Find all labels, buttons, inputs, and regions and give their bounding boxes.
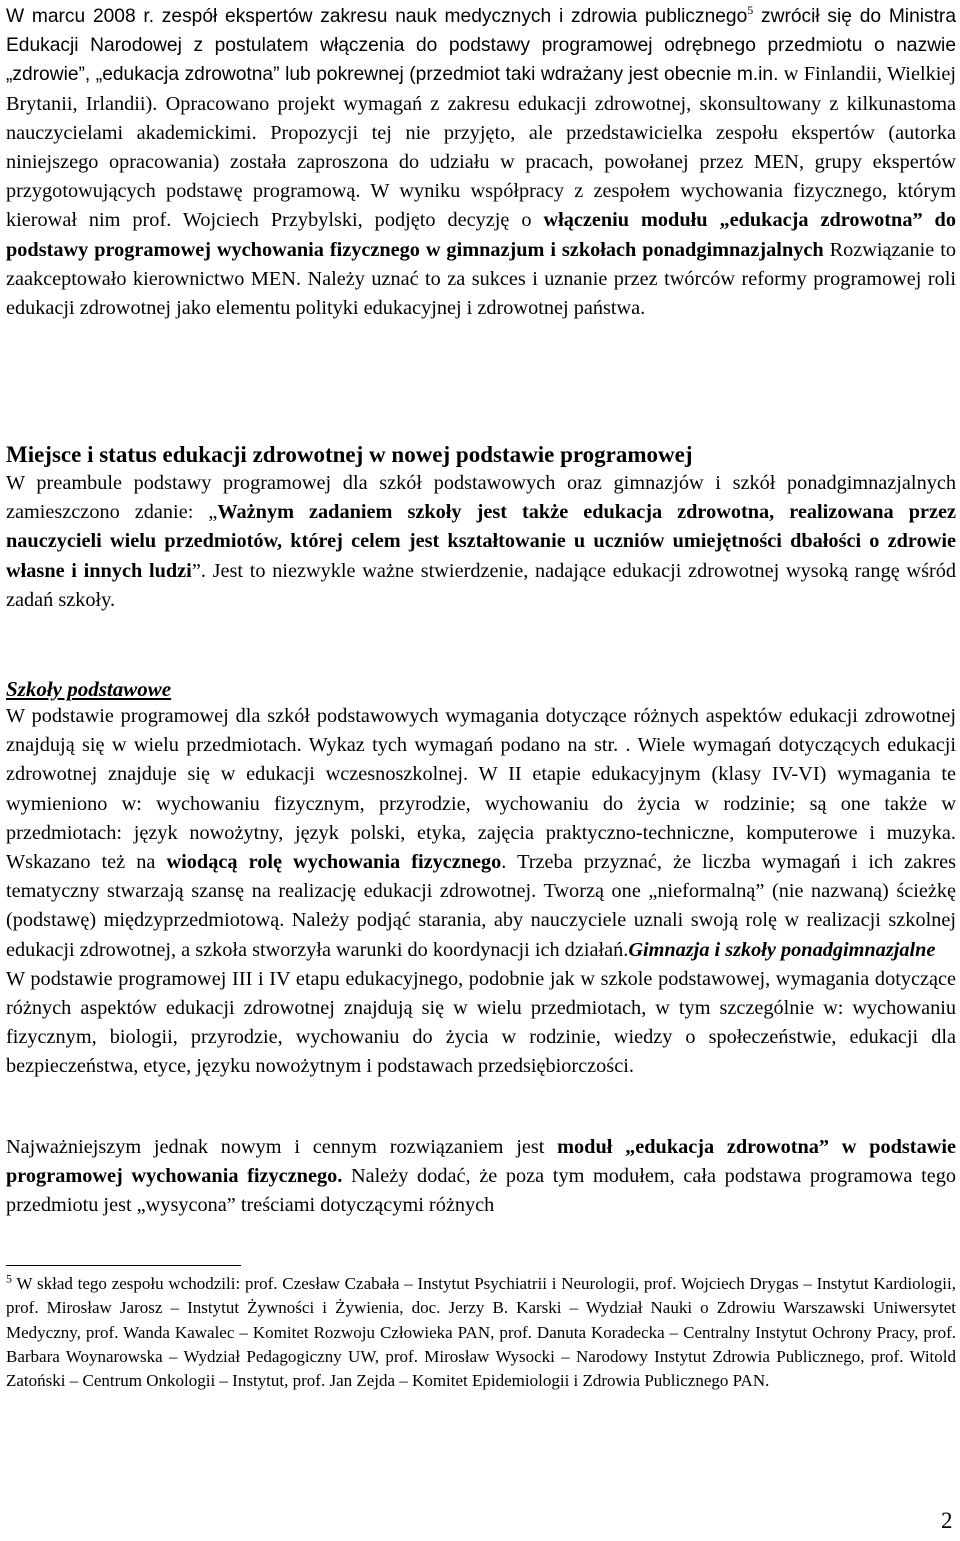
module-text-b: Należy dodać, że poza tym modułem, cała podstawa programowa tego przedmiotu jest „wysycona” treściami dotyczącymi różnych xyxy=(6,1165,956,1217)
footnote-number: 5 xyxy=(6,1271,12,1286)
subheading-secondary-schools: Gimnazja i szkoły ponadgimnazjalne xyxy=(628,938,936,961)
preamble-bold-quote: Ważnym zadaniem szkoły jest także edukacja zdrowotna, realizowana przez nauczycieli wielu przedmiotów, której celem jest kształtowanie u uczniów umiejętności dbałości o zdrowie własne i innych ludzi xyxy=(6,501,956,582)
footnote-divider xyxy=(6,1265,241,1266)
module-bold-text: moduł „edukacja zdrowotna” w podstawie programowej wychowania fizycznego. xyxy=(6,1136,956,1188)
intro-text-a: W marcu 2008 r. zespół ekspertów zakresu nauk medycznych i zdrowia publicznego xyxy=(6,6,748,27)
module-paragraph xyxy=(6,1133,956,1221)
preamble-text-b: ”. Jest to niezwykle ważne stwierdzenie, nadające edukacji zdrowotnej wysoką rangę wśród zadań szkoły. xyxy=(6,559,957,611)
footnote-text: W skład tego zespołu wchodzili: prof. Czesław Czabała – Instytut Psychiatrii i Neurologii, prof. Wojciech Drygas – Instytut Kardiologii, prof. Mirosław Jarosz – Instytut Żywności i Żywienia, doc. Jerzy B. Karski – Wydział Nauki o Zdrowiu Warszawski Uniwersytet Medyczny, prof. Wanda Kawalec – Komitet Rozwoju Człowieka PAN, prof. Danuta Koradecka – Centralny Instytut Ochrony Pracy, prof. Barbara Woynarowska – Wydział Pedagogiczny UW, prof. Mirosław Wysocki – Narodowy Instytut Zdrowia Publicznego, prof. Witold Zatoński – Centrum Onkologii – Instytut, prof. Jan Zejda – Komitet Epidemiologii i Zdrowia Publicznego PAN. xyxy=(6,1274,956,1391)
intro-paragraph xyxy=(6,2,956,323)
preamble-paragraph xyxy=(6,469,956,615)
primary-text-b: . Trzeba przyznać, że liczba wymagań i ich zakres tematyczny stwarzają szansę na realizację edukacji zdrowotnej. Tworzą one „nieformalną” (nie nazwaną) ścieżkę (podstawę) międzyprzedmiotową. Należy podjąć starania, aby nauczyciele uznali swoją rolę w realizacji szkolnej edukacji zdrowotnej, a szkoła stworzyła warunki do koordynacji ich działań. xyxy=(6,851,956,961)
intro-text-b: zwrócił się do Ministra Edukacji Narodowej z postulatem włączenia do podstawy programowej odrębnego przedmiotu o nazwie „zdrowie”, „edukacja zdrowotna” lub pokrewnej (przedmiot taki wdrażany jest obecnie m.in. xyxy=(6,6,956,86)
primary-bold-text: wiodącą rolę wychowania fizycznego xyxy=(166,851,502,874)
primary-schools-paragraph xyxy=(6,702,956,1082)
footnote-reference: 5 xyxy=(747,3,754,18)
intro-text-d: Rozwiązanie to zaakceptowało kierownictwo MEN. Należy uznać to za sukces i uznanie przez twórców reformy programowej roli edukacji zdrowotnej jako elementu polityki edukacyjnej i zdrowotnej państwa. xyxy=(6,238,956,320)
page-number: 2 xyxy=(941,1508,953,1533)
intro-text-c: w Finlandii, Wielkiej Brytanii, Irlandii). Opracowano projekt wymagań z zakresu edukacji zdrowotnej, skonsultowany z kilkunastoma nauczycielami akademickimi. Propozycji tej nie przyjęto, ale przedstawicielka zespołu ekspertów (autorka niniejszego opracowania) została zaproszona do udziału w pracach, powołanej przez MEN, grupy ekspertów przygotowujących podstawę programową. W wyniku współpracy z zespołem wychowania fizycznego, którym kierował nim prof. Wojciech Przybylski, podjęto decyzję o xyxy=(6,63,956,232)
subheading-primary-schools: Szkoły podstawowe xyxy=(6,677,172,701)
secondary-text: W podstawie programowej III i IV etapu edukacyjnego, podobnie jak w szkole podstawowej, wymagania dotyczące różnych aspektów edukacji zdrowotnej znajdują się w wielu przedmiotach, w tym szczególnie w: wychowaniu fizycznym, biologii, przyrodzie, wychowaniu do życia w rodzinie, wiedzy o społeczeństwie, edukacji dla bezpieczeństwa, etyce, języku nowożytnym i podstawach przedsiębiorczości. xyxy=(6,967,956,1078)
intro-bold-text: włączeniu modułu „edukacja zdrowotna” do podstawy programowej wychowania fizycznego w gimnazjum i szkołach ponadgimnazjalnych xyxy=(6,209,956,261)
section-heading: Miejsce i status edukacji zdrowotnej w nowej podstawie programowej xyxy=(6,442,693,467)
primary-text-a: W podstawie programowej dla szkół podstawowych wymagania dotyczące różnych aspektów edukacji zdrowotnej znajdują się w wielu przedmiotach. Wykaz tych wymagań podano na str. . Wiele wymagań dotyczących edukacji zdrowotnej znajduje się w edukacji wczesnoszkolnej. W II etapie edukacyjnym (klasy IV-VI) wymagania te wymieniono w: wychowaniu fizycznym, przyrodzie, wychowaniu do życia w rodzinie; są one także w przedmiotach: język nowożytny, język polski, etyka, zajęcia praktyczno-techniczne, komputerowe i muzyka. Wskazano też na xyxy=(6,705,956,874)
module-text-a: Najważniejszym jednak nowym i cennym rozwiązaniem jest xyxy=(6,1136,558,1158)
preamble-text-a: W preambule podstawy programowej dla szkół podstawowych oraz gimnazjów i szkół ponadgimnazjalnych zamieszczono zdanie: „ xyxy=(6,472,956,524)
footnote xyxy=(6,1272,956,1393)
